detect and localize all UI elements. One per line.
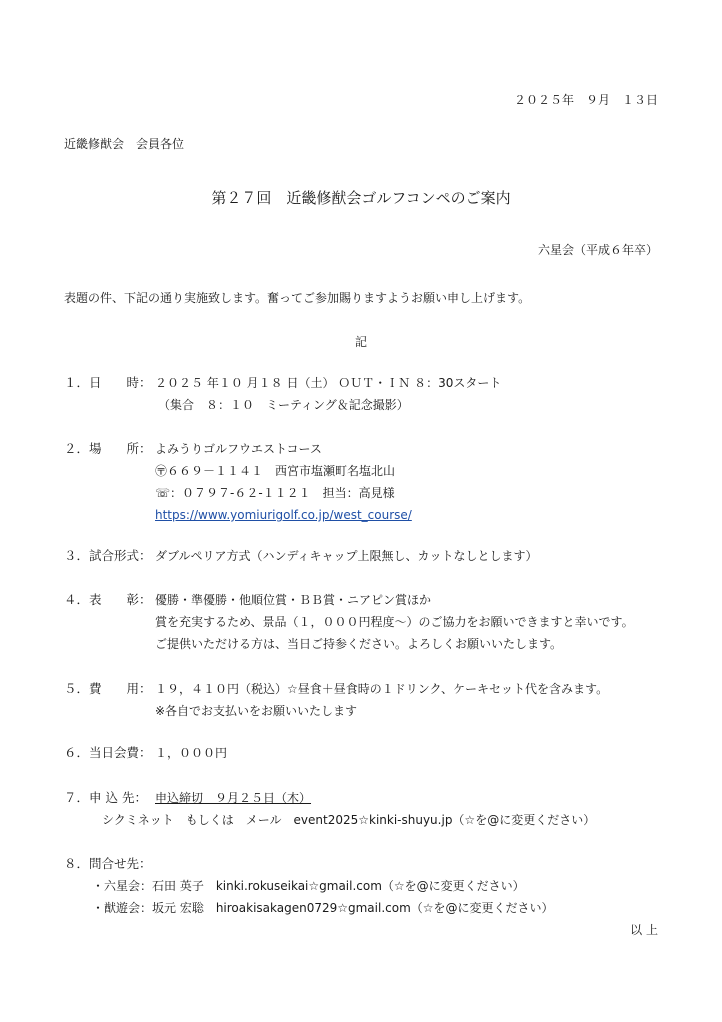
awards-note: ご提供いただける方は、当日ご持参ください。よろしくお願いいたします。: [155, 637, 563, 651]
document-title: 第２７回 近畿修猷会ゴルフコンペのご案内: [211, 189, 511, 207]
application-deadline: 申込締切 ９月２５日（木）: [155, 791, 312, 805]
venue-phone: ☏：０７９７-６２-１１２１ 担当：高見様: [155, 486, 395, 500]
addressee: 近畿修猷会 会員各位: [64, 137, 185, 151]
item-label-fee: ５．費 用：: [64, 681, 152, 696]
item-label-application: ７．申 込 先：: [64, 790, 147, 805]
item-label-awards: ４．表 彰：: [64, 592, 152, 607]
item-label-format: ３．試合形式：: [64, 548, 152, 563]
item-label-day-fee: ６．当日会費：: [64, 745, 152, 760]
format-value: ダブルペリア方式（ハンディキャップ上限無し、カットなしとします）: [155, 549, 538, 563]
fee-note: ※各自でお支払いをお願いいたします: [155, 704, 358, 718]
contact-rokuseikai: ・六星会：石田 英子 kinki.rokuseikai☆gmail.com（☆を@に変更ください）: [92, 879, 525, 893]
gathering-note: （集合 ８：１０ ミーティング＆記念撮影）: [158, 398, 409, 412]
awards-list: 優勝・準優勝・他順位賞・ＢＢ賞・ニアピン賞ほか: [155, 593, 432, 607]
date-time-value: ２０２５ 年１０ 月１８ 日（土） ＯＵＴ・ＩＮ ８：30スタート: [155, 376, 502, 390]
document-date: ２０２５年 ９月 １３日: [513, 93, 658, 107]
application-method: シクミネット もしくは メール event2025☆kinki-shuyu.jp（☆を@に変更ください）: [102, 813, 596, 827]
fee-value: １９，４１０円（税込）☆昼食＋昼食時の１ドリンク、ケーキセット代を含みます。: [155, 682, 609, 696]
ki-marker: 記: [354, 335, 367, 349]
awards-request: 賞を充実するため、景品（１，０００円程度～）のご協力をお願いできますと幸いです。: [155, 615, 634, 629]
closing-mark: 以 上: [630, 923, 658, 937]
day-fee-value: １，０００円: [155, 746, 228, 760]
item-label-date: １．日 時：: [64, 375, 152, 390]
venue-website-link[interactable]: https://www.yomiurigolf.co.jp/west_course/: [155, 508, 412, 522]
sender: 六星会（平成６年卒）: [537, 243, 658, 257]
item-label-contact: ８．問合せ先：: [64, 856, 152, 871]
contact-yuyukai: ・猷遊会：坂元 宏聡 hiroakisakagen0729☆gmail.com（☆を@に変更ください）: [92, 901, 554, 915]
venue-address: 〶６６９－１１４１ 西宮市塩瀬町名塩北山: [155, 464, 396, 478]
item-label-venue: ２．場 所：: [64, 441, 152, 456]
venue-name: よみうりゴルフウエストコース: [155, 442, 322, 456]
intro-paragraph: 表題の件、下記の通り実施致します。奮ってご参加賜りますようお願い申し上げます。: [64, 291, 531, 305]
